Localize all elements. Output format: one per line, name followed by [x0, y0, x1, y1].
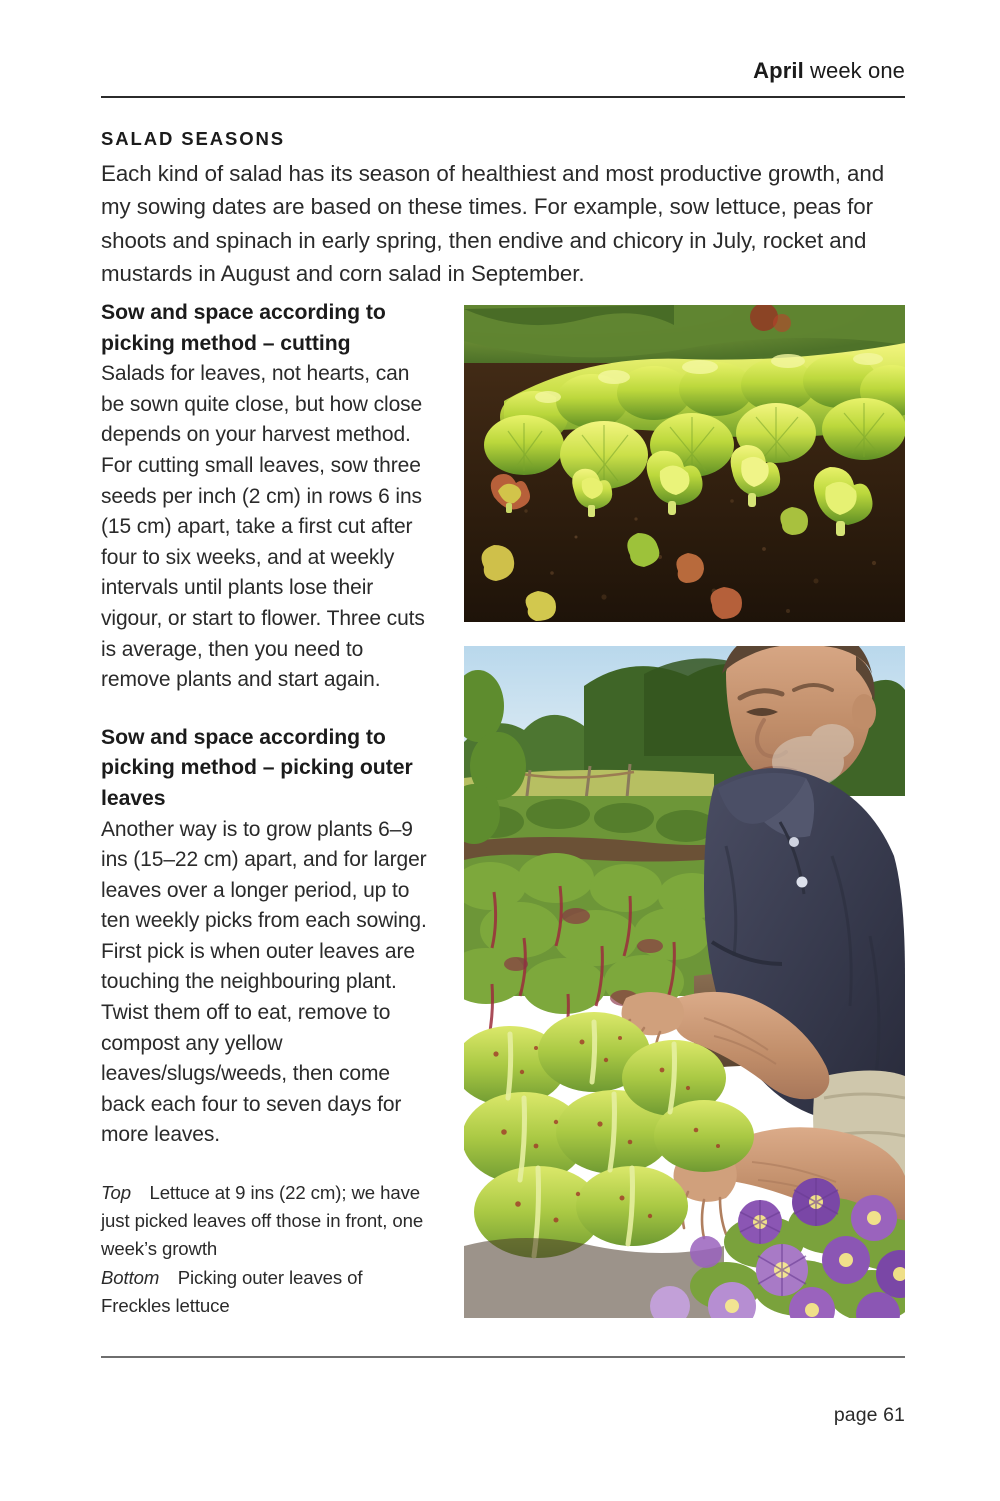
header-rule — [101, 96, 905, 98]
caption-top-text: Lettuce at 9 ins (22 cm); we have just picked leaves off those in front, one week’s growth — [101, 1182, 424, 1260]
subhead-cutting: Sow and space according to picking method – cutting — [101, 301, 386, 355]
body-picking-outer-leaves: Another way is to grow plants 6–9 ins (15–22 cm) apart, and for larger leaves over a longer period, up to ten weekly picks from each sowing. First pick is when outer leaves are touching the neighbouring plant. Twist them off to eat, remove to compost any yellow leaves/slugs/weeds, then come back each four to seven days for more leaves. — [101, 817, 427, 1147]
left-text-column — [101, 298, 435, 1320]
running-head-week: week one — [803, 58, 905, 83]
section-heading: SALAD SEASONS — [101, 128, 286, 149]
subhead-picking-outer-leaves: Sow and space according to picking method – picking outer leaves — [101, 725, 413, 810]
intro-paragraph: Each kind of salad has its season of healthiest and most productive growth, and my sowing dates are based on these times. For example, sow lettuce, peas for shoots and spinach in early spring, then endive and chicory in July, rocket and mustards in August and corn salad in September. — [101, 161, 885, 287]
body-cutting: Salads for leaves, not hearts, can be sown quite close, but how close depends on your harvest method. For cutting small leaves, sow three seeds per inch (2 cm) in rows 6 ins (15 cm) apart, take a first cut after four to six weeks, and at weekly intervals until plants lose their vigour, or start to flower. Three cuts is average, then you need to remove plants and start again. — [101, 362, 425, 692]
running-head — [101, 58, 905, 84]
running-head-month: April — [753, 58, 804, 83]
footer-rule — [101, 1356, 905, 1358]
photo-gardener-picking-leaves — [464, 646, 905, 1318]
page-number: page 61 — [833, 1404, 905, 1426]
caption-bottom-label: Bottom — [101, 1266, 160, 1288]
caption-bottom-text: Picking outer leaves of Freckles lettuce — [101, 1266, 363, 1316]
photo-caption — [101, 1179, 435, 1320]
photo-lettuce-rows — [464, 305, 905, 622]
paragraph-spacer — [101, 696, 435, 723]
caption-top-label: Top — [101, 1182, 132, 1204]
